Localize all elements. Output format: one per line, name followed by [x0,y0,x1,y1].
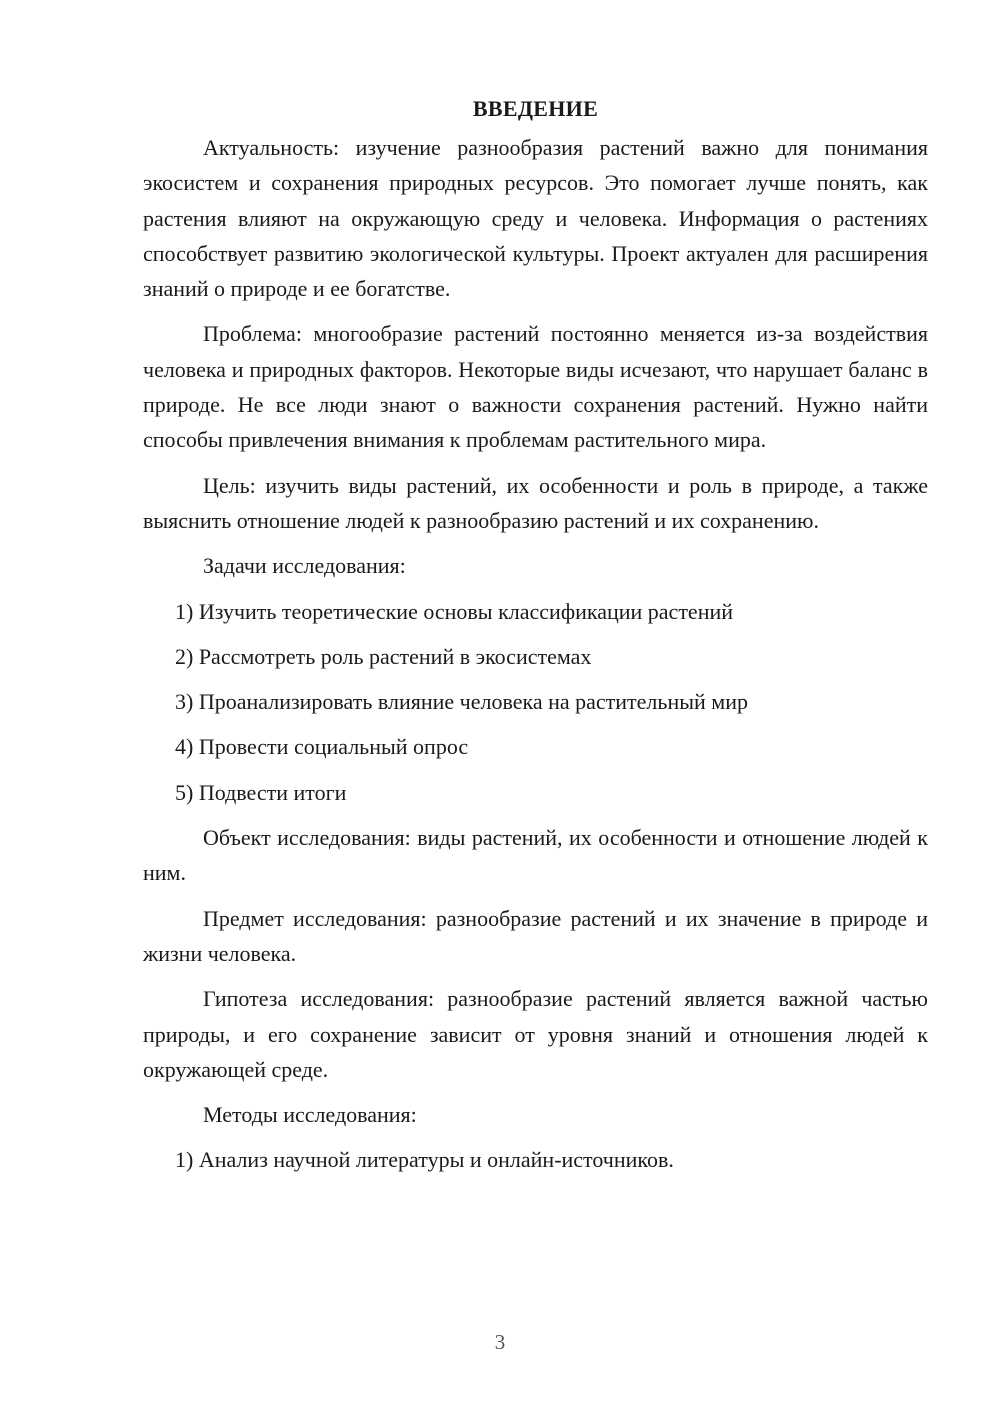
list-item: 4) Провести социальный опрос [175,734,469,760]
list-item: 1) Анализ научной литературы и онлайн-источников. [175,1147,674,1173]
list-item: 5) Подвести итоги [175,779,347,805]
list-item: 3) Проанализировать влияние человека на растительный мир [175,689,748,715]
relevance-paragraph: Актуальность: изучение разнообразия растений важно для понимания экосистем и сохранения природных ресурсов. Это помогает лучше понять, как растения влияют на окружающую среду и человека. Информация о растениях способствует развитию экологической культуры. Проект актуален для расширения знаний о природе и ее богатстве. [143,135,928,302]
problem-paragraph: Проблема: многообразие растений постоянно меняется из-за воздействия человека и природных факторов. Некоторые виды исчезают, что нарушает баланс в природе. Не все люди знают о важности сохранения растений. Нужно найти способы привлечения внимания к проблемам растительного мира. [143,321,928,453]
list-item: 2) Рассмотреть роль растений в экосистемах [175,643,592,669]
tasks-list [143,594,928,810]
methods-label: Методы исследования: [203,1102,417,1128]
object-paragraph: Объект исследования: виды растений, их особенности и отношение людей к ним. [143,825,928,886]
document-page [143,92,928,1188]
subject-paragraph: Предмет исследования: разнообразие растений и их значение в природе и жизни человека. [143,905,928,966]
section-title: ВВЕДЕНИЕ [472,96,599,121]
list-item: 1) Изучить теоретические основы классификации растений [175,598,734,624]
tasks-label: Задачи исследования: [203,553,406,579]
page-number: 3 [494,1330,506,1354]
goal-paragraph: Цель: изучить виды растений, их особенности и роль в природе, а также выяснить отношение людей к разнообразию растений и их сохранению. [143,472,928,533]
hypothesis-paragraph: Гипотеза исследования: разнообразие растений является важной частью природы, и его сохранение зависит от уровня знаний и отношения людей к окружающей среде. [143,986,928,1082]
methods-list [143,1142,928,1177]
